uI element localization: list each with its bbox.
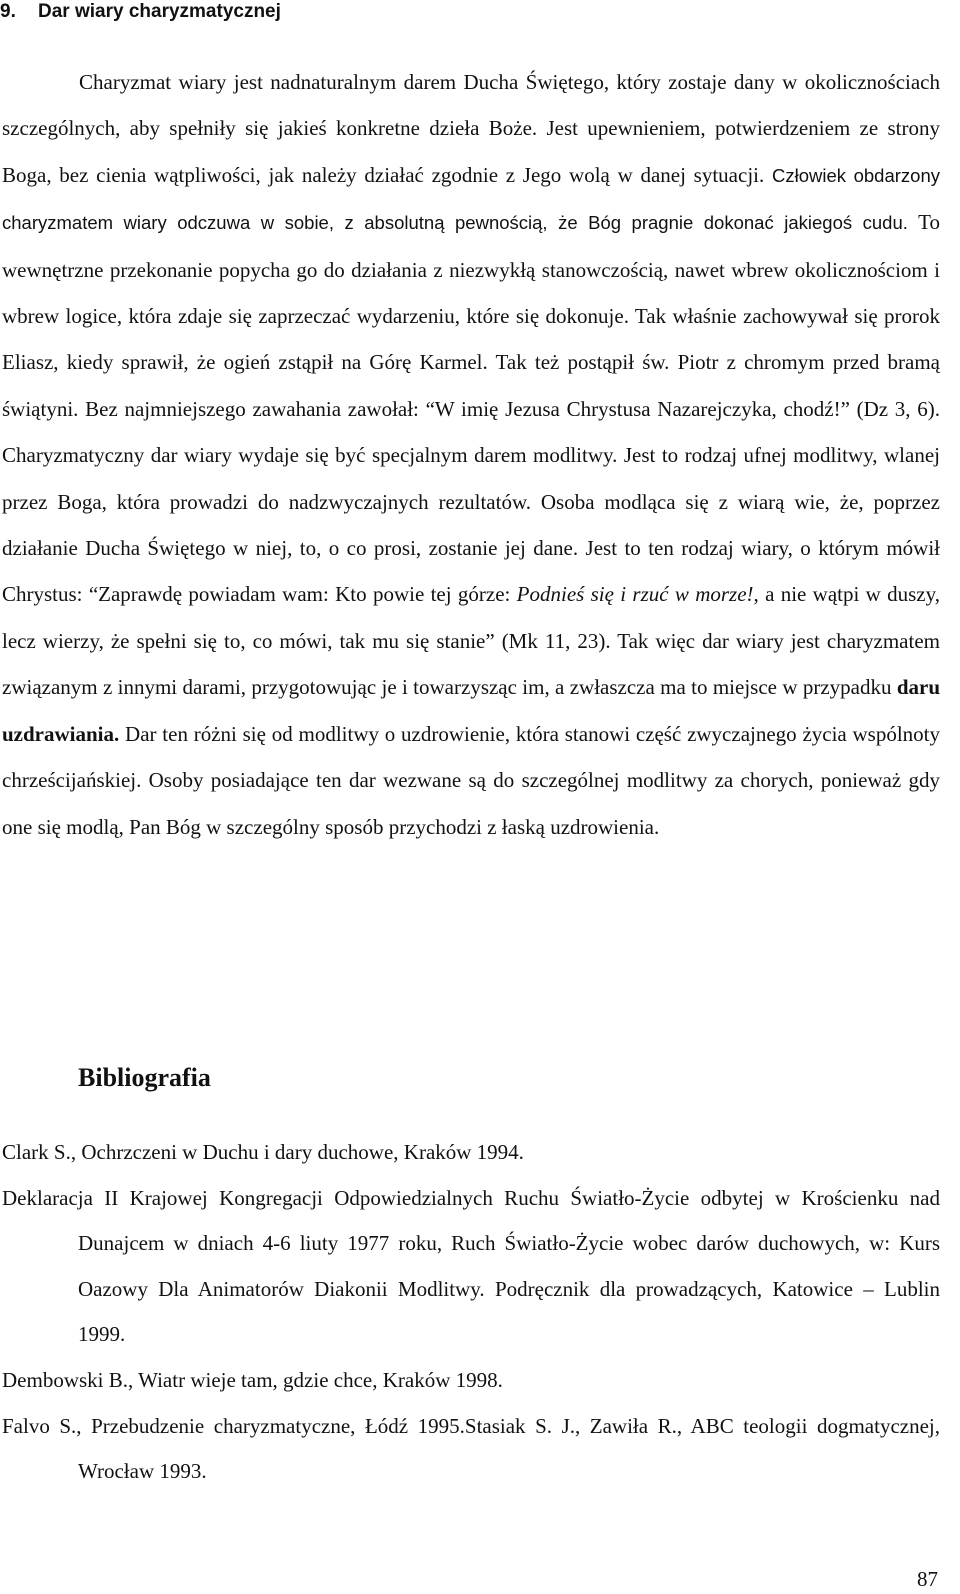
paragraph-bold-term: daru uzdrawiania. xyxy=(2,675,940,746)
bibliography-heading: Bibliografia xyxy=(78,1063,211,1092)
paragraph-text-1: Charyzmat wiary jest nadnaturalnym darem Ducha Świętego, który zostaje dany w okolicznościach szczególnych, aby spełniły się jakieś konkretne dzieła Boże. Jest upewnieniem, potwierdzeniem ze strony Boga, bez cienia wątpliwości, jak należy działać zgodnie z Jego wolą w danej sytuacji. xyxy=(2,70,940,187)
bibliography-entry: Deklaracja II Krajowej Kongregacji Odpowiedzialnych Ruchu Światło-Życie odbytej w Krościenku nad Dunajcem w dniach 4-6 liuty 1977 roku, Ruch Światło-Życie wobec darów duchowych, w: Kurs Oazowy Dla Animatorów Diakonii Modlitwy. Podręcznik dla prowadzących, Katowice – Lublin 1999. xyxy=(2,1185,940,1347)
paragraph-text-3: To wewnętrzne przekonanie popycha go do działania z niezwykłą stanowczością, nawet wbrew okolicznościom i wbrew logice, która zdaje się zaprzeczać wydarzeniu, które się dokonuje. Tak właśnie zachowywał się prorok Eliasz, kiedy sprawił, że ogień zstąpił na Górę Karmel. Tak też postąpił św. Piotr z chromym przed bramą świątyni. Bez najmniejszego zawahania zawołał: “W imię Jezusa Chrystusa Nazarejczyka, chodź!” (Dz 3, 6). Charyzmatyczny dar wiary wydaje się być specjalnym darem modlitwy. Jest to rodzaj ufnej modlitwy, wlanej przez Boga, która prowadzi do nadzwyczajnych rezultatów. Osoba modląca się z wiarą wie, że, poprzez działanie Ducha Świętego w niej, to, o co prosi, zostanie jej dane. Jest to ten rodzaj wiary, o którym mówił Chrystus: “Zaprawdę powiadam wam: Kto powie tej górze: xyxy=(2,210,940,607)
paragraph-text-2: Człowiek obdarzony charyzmatem wiary odczuwa w sobie, z absolutną pewnością, że Bóg pragnie dokonać jakiegoś cudu. xyxy=(2,164,940,234)
body-paragraph xyxy=(2,59,940,850)
paragraph-text-4: , a nie wątpi w duszy, lecz wierzy, że spełni się to, co mówi, tak mu się stanie” (Mk 11, 23). Tak więc dar wiary jest charyzmatem związanym z innymi darami, przygotowując je i towarzysząc im, a zwłaszcza ma to miejsce w przypadku xyxy=(2,582,940,700)
page-number: 87 xyxy=(917,1567,938,1591)
section-heading xyxy=(0,0,281,24)
section-title: Dar wiary charyzmatycznej xyxy=(38,1,281,22)
bibliography-entry: Falvo S., Przebudzenie charyzmatyczne, Łódź 1995.Stasiak S. J., Zawiła R., ABC teologii dogmatycznej, Wrocław 1993. xyxy=(2,1413,940,1484)
paragraph-quote-italic: Podnieś się i rzuć w morze! xyxy=(516,582,754,607)
paragraph-text-5: Dar ten różni się od modlitwy o uzdrowienie, która stanowi część zwyczajnego życia wspólnoty chrześcijańskiej. Osoby posiadające ten dar wezwane są do szczególnej modlitwy za chorych, ponieważ gdy one się modlą, Pan Bóg w szczególny sposób przychodzi z łaską uzdrowienia. xyxy=(2,721,941,839)
section-number: 9. xyxy=(0,1,16,22)
bibliography-entry: Clark S., Ochrzczeni w Duchu i dary duchowe, Kraków 1994. xyxy=(2,1140,524,1164)
bibliography-entry: Dembowski B., Wiatr wieje tam, gdzie chce, Kraków 1998. xyxy=(2,1367,503,1392)
bibliography-list xyxy=(2,1130,940,1495)
